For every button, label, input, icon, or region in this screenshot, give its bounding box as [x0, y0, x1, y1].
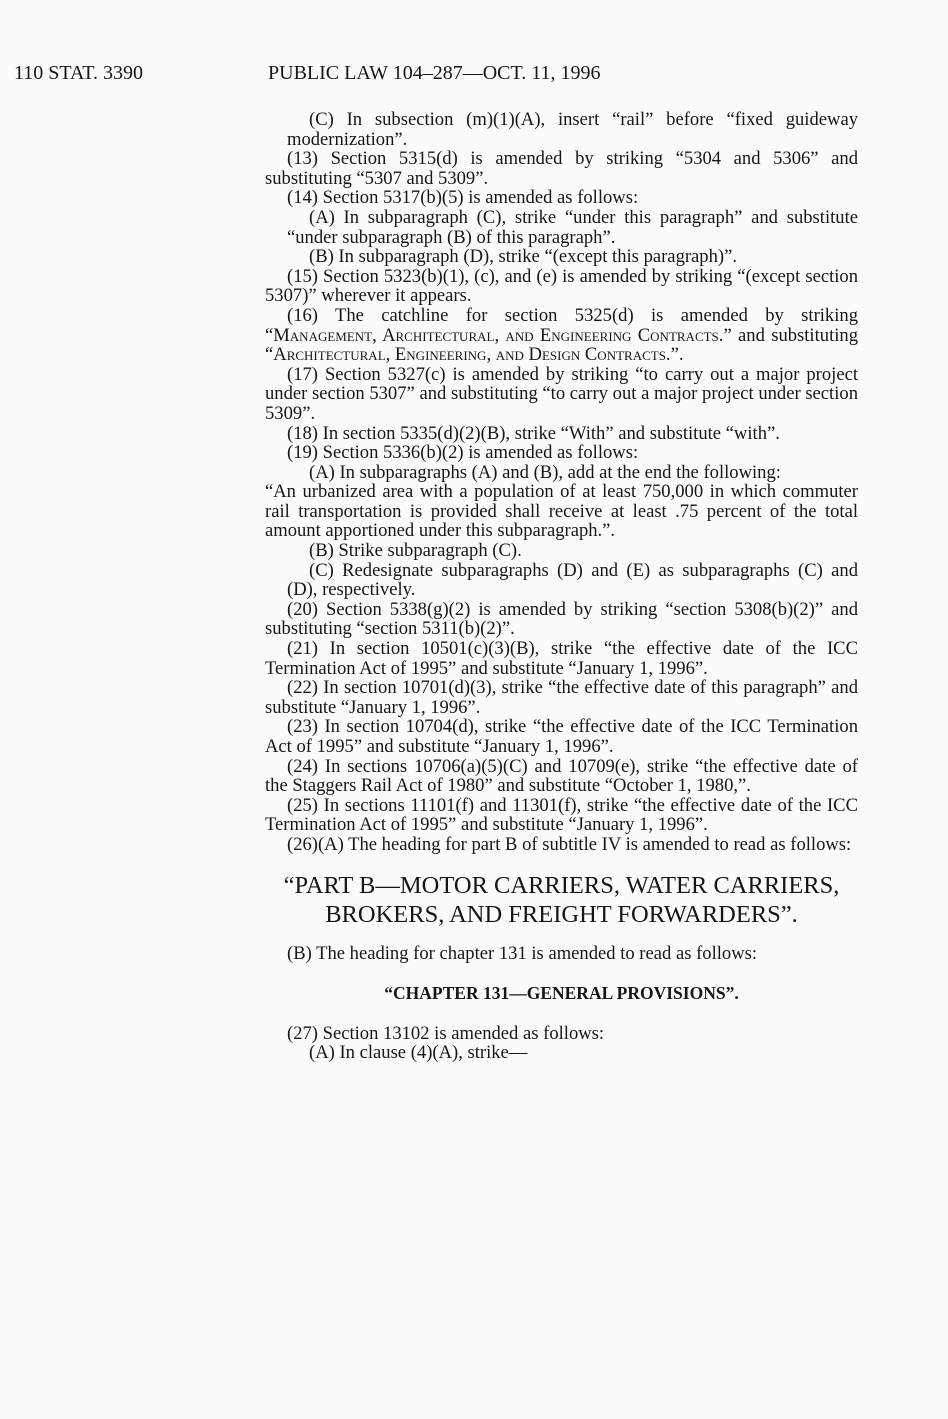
paragraph: (A) In subparagraphs (A) and (B), add at the end the following:: [309, 461, 781, 483]
part-heading: “PART B—MOTOR CARRIERS, WATER CARRIERS, BROKERS, AND FREIGHT FORWARDERS”.: [283, 871, 840, 928]
chapter-heading: “CHAPTER 131—GENERAL PROVISIONS”.: [384, 983, 739, 1004]
paragraph: (A) In clause (4)(A), strike—: [309, 1042, 528, 1064]
paragraph: (21) In section 10501(c)(3)(B), strike “the effective date of the ICC Termination Act of 1995” and substitute “January 1, 1996”.: [265, 638, 858, 679]
law-title: PUBLIC LAW 104–287—OCT. 11, 1996: [268, 62, 601, 84]
paragraph: (B) In subparagraph (D), strike “(except this paragraph)”.: [309, 246, 737, 268]
quoted-text: “An urbanized area with a population of at least 750,000 in which commuter rail transportation is provided shall receive at least .75 percent of the total amount apportioned under this subparagraph.”.: [265, 481, 858, 542]
text: ”.: [670, 344, 684, 366]
document-body: [265, 110, 858, 1063]
text: (16) The catchline for section 5325(d) is amended by striking “: [265, 304, 858, 346]
paragraph: (14) Section 5317(b)(5) is amended as follows:: [287, 187, 639, 209]
paragraph: (13) Section 5315(d) is amended by striking “5304 and 5306” and substituting “5307 and 5309”.: [265, 148, 858, 189]
paragraph: (A) In subparagraph (C), strike “under this paragraph” and substitute “under subparagraph (B) of this paragraph”.: [287, 206, 858, 248]
paragraph: (20) Section 5338(g)(2) is amended by striking “section 5308(b)(2)” and substituting “section 5311(b)(2)”.: [265, 598, 858, 640]
small-caps-text: Architectural, Engineering, and Design Contracts.: [273, 344, 671, 366]
text: ” and substituting “: [265, 324, 858, 366]
paragraph: (22) In section 10701(d)(3), strike “the effective date of this paragraph” and substitute “January 1, 1996”.: [265, 677, 858, 718]
paragraph: (B) Strike subparagraph (C).: [309, 540, 522, 562]
paragraph: (17) Section 5327(c) is amended by striking “to carry out a major project under section 5307” and substituting “to carry out a major project under section 5309”.: [265, 363, 858, 424]
paragraph: (19) Section 5336(b)(2) is amended as follows:: [287, 442, 639, 464]
small-caps-text: Management, Architectural, and Engineering Contracts.: [273, 324, 724, 346]
paragraph: (B) The heading for chapter 131 is amended to read as follows:: [287, 942, 758, 964]
paragraph: (18) In section 5335(d)(2)(B), strike “With” and substitute “with”.: [287, 422, 780, 444]
paragraph: (C) In subsection (m)(1)(A), insert “rail” before “fixed guideway modernization”.: [287, 109, 858, 150]
page-reference: 110 STAT. 3390: [14, 62, 143, 84]
paragraph: (27) Section 13102 is amended as follows:: [287, 1022, 605, 1044]
paragraph: (23) In section 10704(d), strike “the effective date of the ICC Termination Act of 1995” and substitute “January 1, 1996”.: [265, 716, 858, 757]
paragraph: [265, 306, 858, 365]
paragraph: (15) Section 5323(b)(1), (c), and (e) is amended by striking “(except section 5307)” wherever it appears.: [265, 265, 858, 307]
paragraph: (24) In sections 10706(a)(5)(C) and 10709(e), strike “the effective date of the Staggers Rail Act of 1980” and substitute “October 1, 1980,”.: [265, 755, 858, 797]
paragraph: (C) Redesignate subparagraphs (D) and (E) as subparagraphs (C) and (D), respectively.: [287, 559, 858, 601]
paragraph: (25) In sections 11101(f) and 11301(f), strike “the effective date of the ICC Termination Act of 1995” and substitute “January 1, 1996”.: [265, 794, 858, 836]
paragraph: (26)(A) The heading for part B of subtitle IV is amended to read as follows:: [287, 833, 852, 855]
